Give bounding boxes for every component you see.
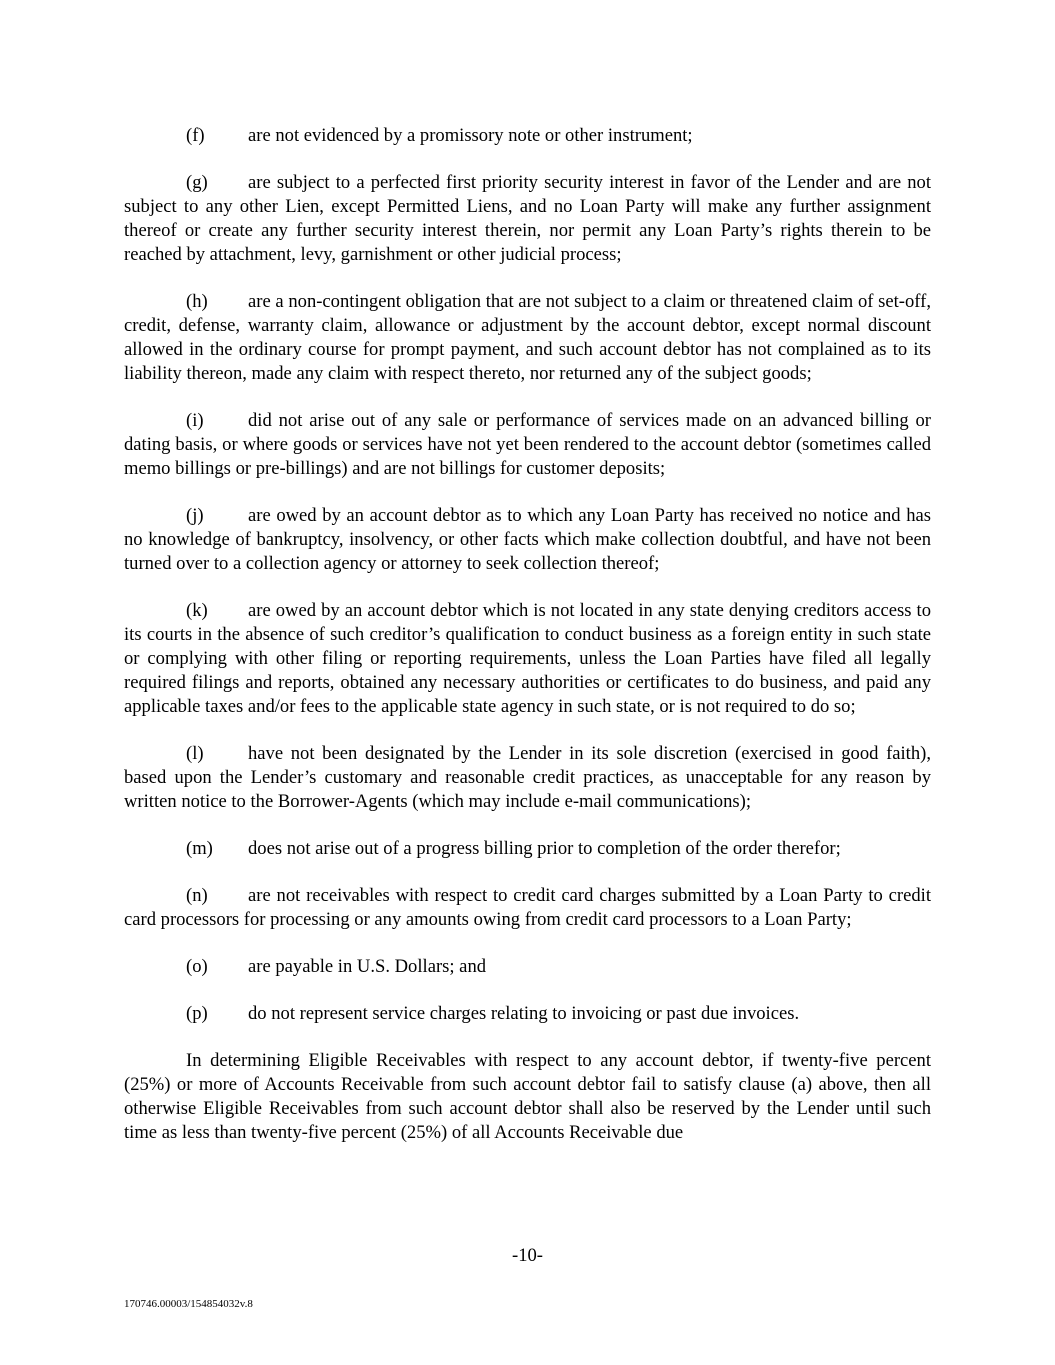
clause-h [124,290,931,386]
clause-text: does not arise out of a progress billing prior to completion of the order therefor; [248,838,841,859]
clause-i [124,409,931,481]
closing-paragraph: In determining Eligible Receivables with respect to any account debtor, if twenty-five percent (25%) or more of Accounts Receivable from such account debtor fail to satisfy clause (a) above, then all otherwise Eligible Receivables from such account debtor shall also be reserved by the Lender until such time as less than twenty-five percent (25%) of all Accounts Receivable due [124,1050,931,1143]
clause-o [124,955,931,979]
clause-label: (m) [186,838,213,859]
clause-text: are owed by an account debtor which is not located in any state denying creditors access to its courts in the absence of such creditor’s qualification to conduct business as a foreign entity in such state or complying with other filing or reporting requirements, unless the Loan Parties have filed all legally required filings and reports, obtained any necessary authorities or certificates to do business, and paid any applicable taxes and/or fees to the applicable state agency in such state, or is not required to do so; [124,600,931,717]
clause-text: are a non-contingent obligation that are not subject to a claim or threatened claim of set-off, credit, defense, warranty claim, allowance or adjustment by the account debtor, except normal discount allowed in the ordinary course for prompt payment, and such account debtor has not complained as to its liability thereon, made any claim with respect thereto, nor returned any of the subject goods; [124,291,931,384]
clause-p [124,1002,931,1026]
clause-text: do not represent service charges relating to invoicing or past due invoices. [248,1003,800,1024]
clause-j [124,504,931,576]
clause-label: (p) [186,1003,208,1024]
clause-text: are owed by an account debtor as to which any Loan Party has received no notice and has no knowledge of bankruptcy, insolvency, or other facts which make collection doubtful, and have not been turned over to a collection agency or attorney to seek collection thereof; [124,505,931,574]
clause-m [124,837,931,861]
clause-label: (g) [186,172,208,193]
clause-f [124,124,931,148]
clause-l [124,742,931,814]
clause-text: are not evidenced by a promissory note or other instrument; [248,125,693,146]
clause-text: are subject to a perfected first priority security interest in favor of the Lender and are not subject to any other Lien, except Permitted Liens, and no Loan Party will make any further assignment thereof or create any further security interest therein, nor permit any Loan Party’s rights therein to be reached by attachment, levy, garnishment or other judicial process; [124,172,931,265]
clause-label: (o) [186,956,208,977]
clause-text: are not receivables with respect to credit card charges submitted by a Loan Party to credit card processors for processing or any amounts owing from credit card processors to a Loan Party; [124,885,931,930]
clause-text: did not arise out of any sale or performance of services made on an advanced billing or dating basis, or where goods or services have not yet been rendered to the account debtor (sometimes called memo billings or pre-billings) and are not billings for customer deposits; [124,410,931,479]
clause-label: (k) [186,600,208,621]
clause-g [124,171,931,267]
document-body [124,124,931,1145]
clause-text: have not been designated by the Lender in its sole discretion (exercised in good faith), based upon the Lender’s customary and reasonable credit practices, as unacceptable for any reason by written notice to the Borrower-Agents (which may include e-mail communications); [124,743,931,812]
clause-label: (h) [186,291,208,312]
clause-text: are payable in U.S. Dollars; and [248,956,487,977]
document-id: 170746.00003/154854032v.8 [124,1298,253,1310]
clause-label: (l) [186,743,204,764]
clause-label: (i) [186,410,204,431]
clause-k [124,599,931,719]
page-number: -10- [512,1245,543,1266]
clause-label: (f) [186,125,205,146]
clause-label: (j) [186,505,204,526]
clause-n [124,884,931,932]
clause-label: (n) [186,885,208,906]
